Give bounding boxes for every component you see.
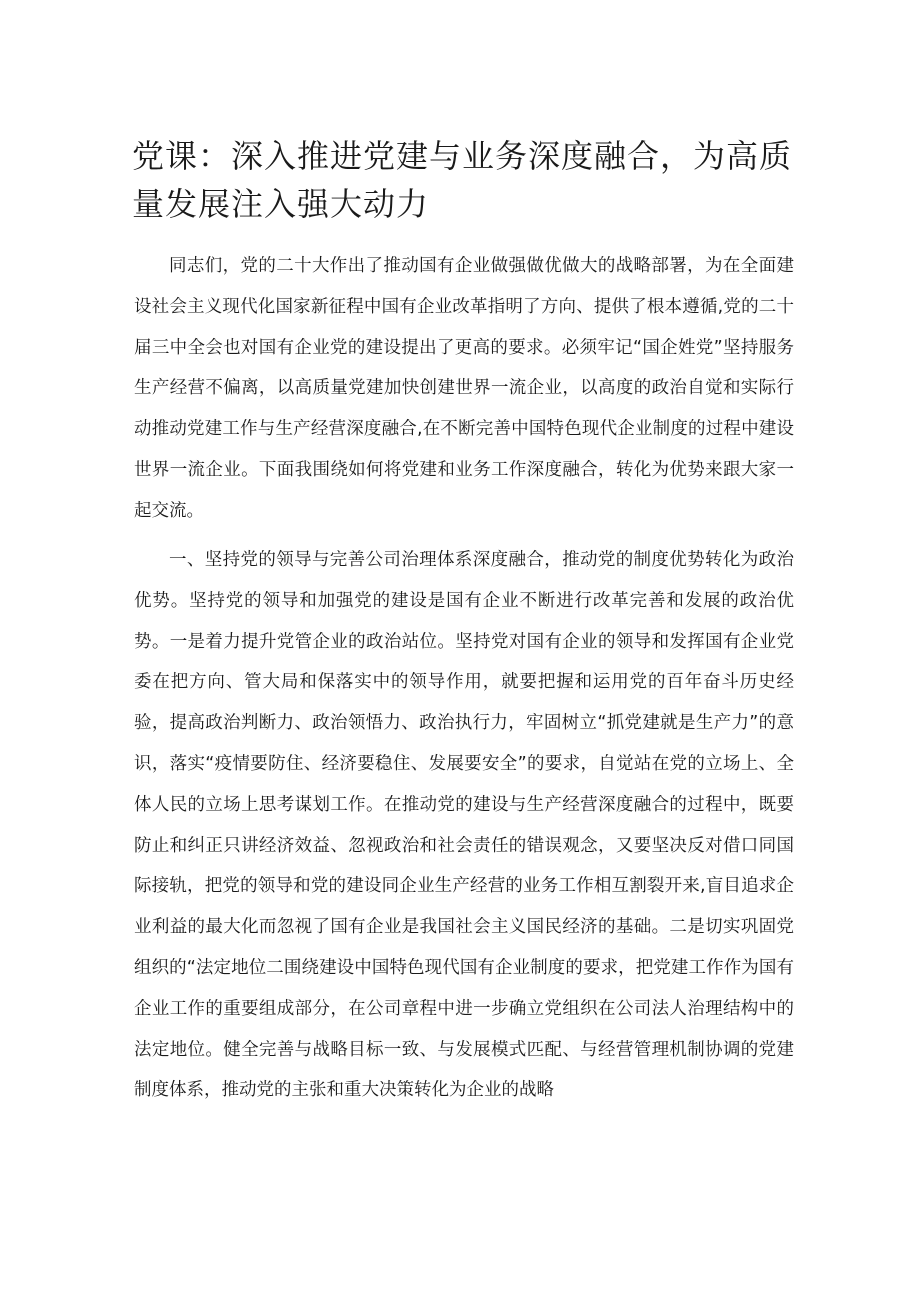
paragraph-section-one: 一、坚持党的领导与完善公司治理体系深度融合，推动党的制度优势转化为政治优势。坚持党的领导和加强党的建设是国有企业不断进行改革完善和发展的政治优势。一是着力提升党管企业的政治站位。坚持党对国有企业的领导和发挥国有企业党委在把方向、管大局和保落实中的领导作用，就要把握和运用党的百年奋斗历史经验，提高政治判断力、政治领悟力、政治执行力，牢固树立“抓党建就是生产力”的意识，落实“疫情要防住、经济要稳住、发展要安全”的要求，自觉站在党的立场上、全体人民的立场上思考谋划工作。在推动党的建设与生产经营深度融合的过程中，既要防止和纠正只讲经济效益、忽视政治和社会责任的错误观念，又要坚决反对借口同国际接轨，把党的领导和党的建设同企业生产经营的业务工作相互割裂开来,盲目追求企业利益的最大化而忽视了国有企业是我国社会主义国民经济的基础。二是切实巩固党组织的“法定地位二围绕建设中国特色现代国有企业制度的要求，把党建工作作为国有企业工作的重要组成部分，在公司章程中进一步确立党组织在公司法人治理结构中的法定地位。健全完善与战略目标一致、与发展模式匹配、与经营管理机制协调的党建制度体系，推动党的主张和重大决策转化为企业的战略 [134,550,794,1101]
document-title: 党课：深入推进党建与业务深度融合，为高质量发展注入强大动力 [132,137,793,223]
paragraph-intro: 同志们，党的二十大作出了推动国有企业做强做优做大的战略部署，为在全面建设社会主义现代化国家新征程中国有企业改革指明了方向、提供了根本遵循,党的二十届三中全会也对国有企业党的建设提出了更高的要求。必须牢记“国企姓党”坚持服务生产经营不偏离，以高质量党建加快创建世界一流企业，以高度的政治自觉和实际行动推动党建工作与生产经营深度融合,在不断完善中国特色现代企业制度的过程中建设世界一流企业。下面我围绕如何将党建和业务工作深度融合，转化为优势来跟大家一起交流。 [134,256,794,521]
